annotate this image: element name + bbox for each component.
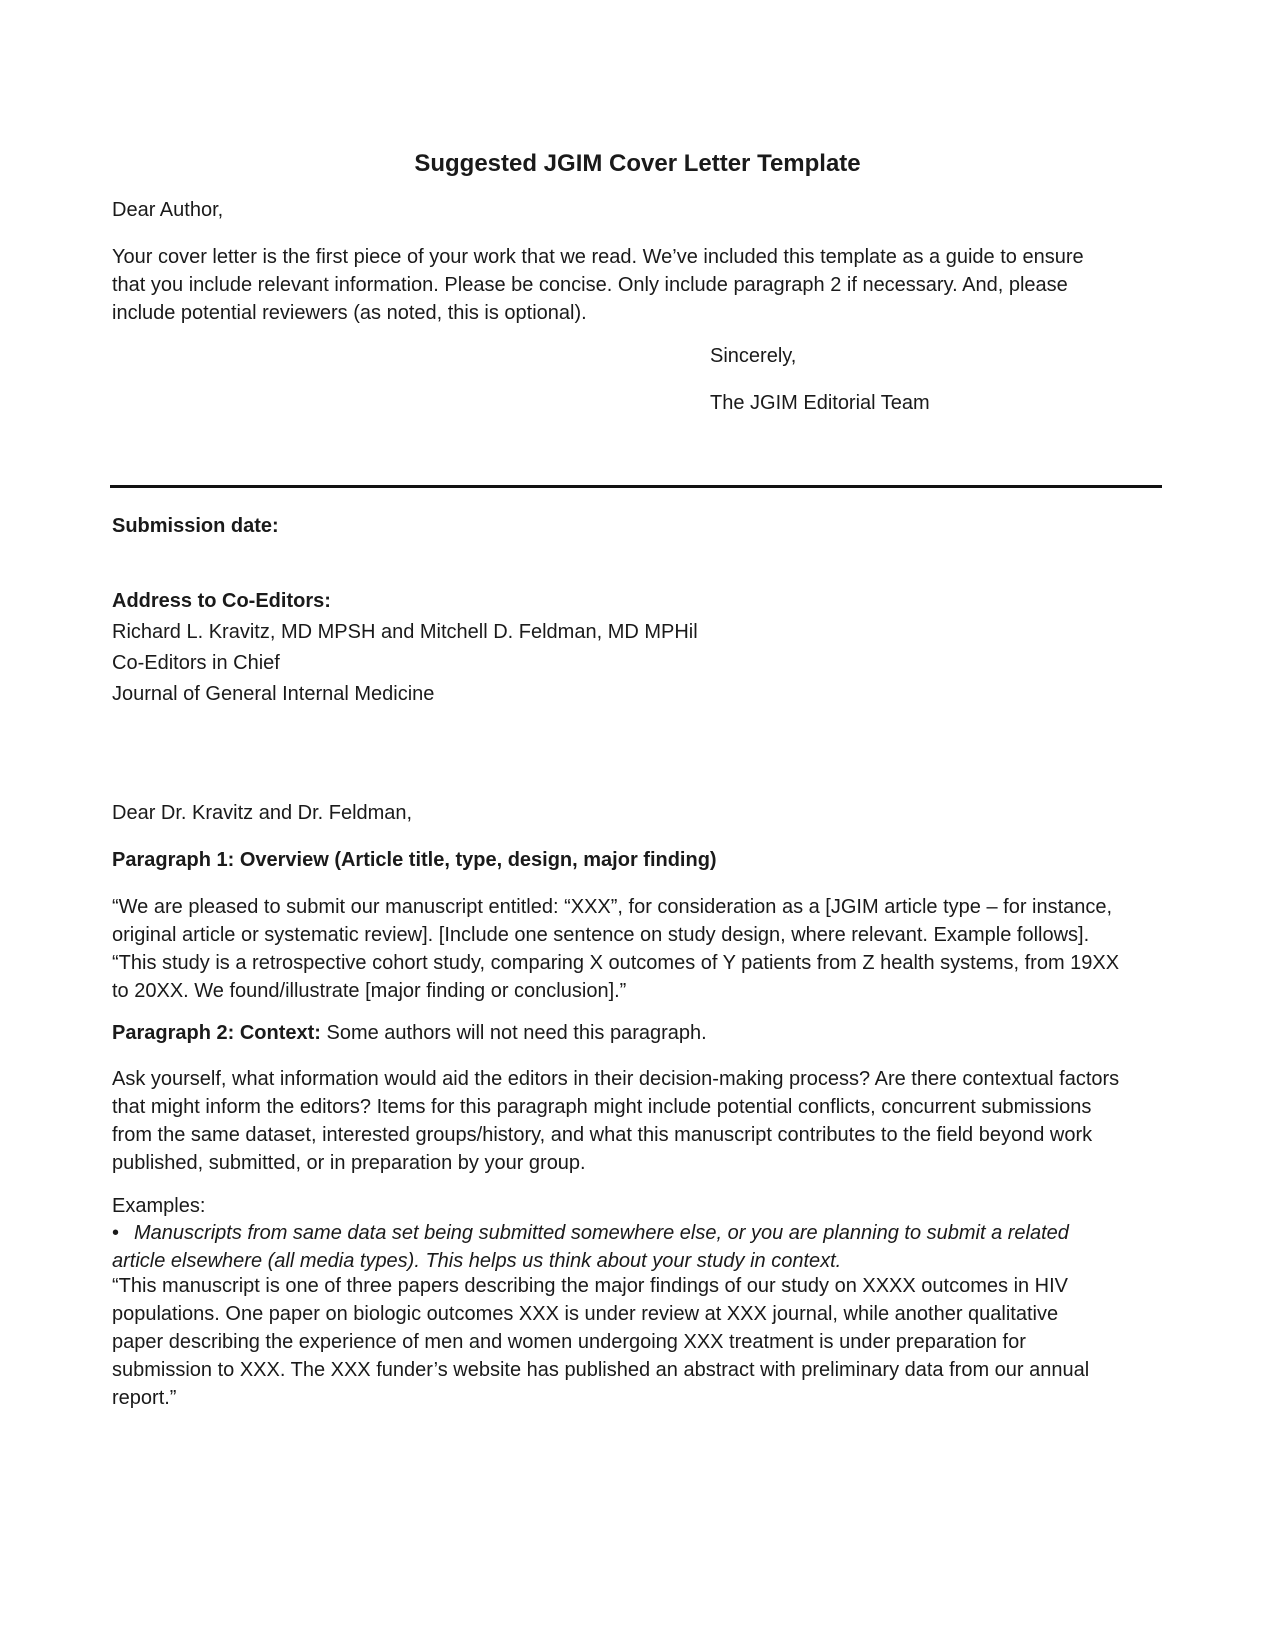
section-divider — [110, 485, 1162, 488]
address-line: Journal of General Internal Medicine — [112, 683, 435, 705]
page-title: Suggested JGIM Cover Letter Template — [414, 150, 861, 177]
address-line: Co-Editors in Chief — [112, 652, 280, 674]
intro-signature: The JGIM Editorial Team — [710, 392, 930, 414]
paragraph2-body: Ask yourself, what information would aid the editors in their decision-making process? Are there contextual factors that might inform the editors? Items for this paragraph might include potential conflicts, concurrent submissions from the same dataset, interested groups/history, and what this manuscript contributes to the field beyond work published, submitted, or in preparation by your group. — [112, 1068, 1120, 1174]
address-block — [112, 586, 1172, 710]
paragraph2-note: Some authors will not need this paragraph. — [320, 1022, 707, 1044]
paragraph2-heading: Paragraph 2: Context: — [112, 1022, 321, 1044]
bullet-icon: • — [112, 1222, 120, 1244]
submission-date-label: Submission date: — [112, 515, 279, 537]
letter-salutation: Dear Dr. Kravitz and Dr. Feldman, — [112, 802, 413, 824]
intro-body: Your cover letter is the first piece of your work that we read. We’ve included this template as a guide to ensure that you include relevant information. Please be concise. Only include paragraph 2 if necessary. And, please include potential reviewers (as noted, this is optional). — [112, 246, 1084, 324]
paragraph2-heading-line — [112, 1019, 1172, 1047]
examples-bullet-item — [112, 1219, 1102, 1275]
examples-quote: “This manuscript is one of three papers describing the major findings of our study on XXXX outcomes in HIV populations. One paper on biologic outcomes XXX is under review at XXX journal, while another qualitative paper describing the experience of men and women undergoing XXX treatment is under preparation for submission to XXX. The XXX funder’s website has published an abstract with preliminary data from our annual report.” — [112, 1275, 1090, 1409]
address-line: Richard L. Kravitz, MD MPSH and Mitchell D. Feldman, MD MPHil — [112, 621, 698, 643]
intro-greeting: Dear Author, — [112, 199, 224, 221]
paragraph1-heading: Paragraph 1: Overview (Article title, type, design, major finding) — [112, 849, 717, 871]
paragraph1-body: “We are pleased to submit our manuscript entitled: “XXX”, for consideration as a [JGIM article type – for instance, original article or systematic review]. [Include one sentence on study design, where relevant. Example follows]. “This study is a retrospective cohort study, comparing X outcomes of Y patients from Z health systems, from 19XX to 20XX. We found/illustrate [major finding or conclusion].” — [112, 896, 1120, 1002]
examples-label: Examples: — [112, 1195, 206, 1217]
address-label: Address to Co-Editors: — [112, 590, 331, 612]
examples-bullet-text: Manuscripts from same data set being submitted somewhere else, or you are planning to submit a related article elsewhere (all media types). This helps us think about your study in context. — [112, 1222, 1069, 1272]
intro-closing: Sincerely, — [710, 345, 797, 367]
